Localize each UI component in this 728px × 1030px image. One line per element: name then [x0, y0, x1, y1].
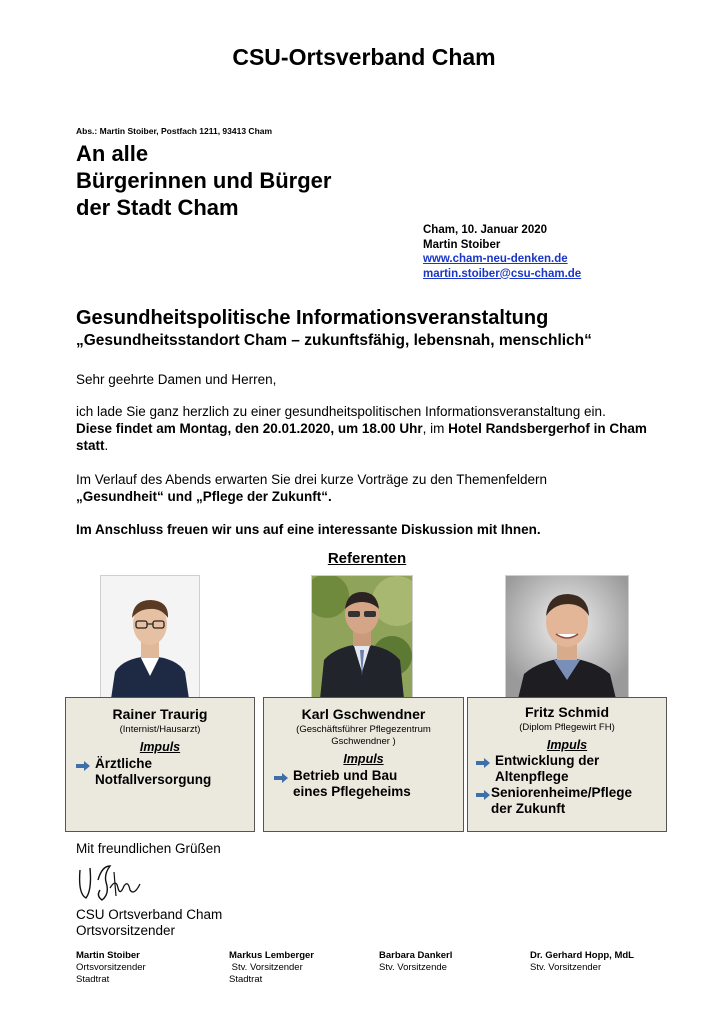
- signatory-name: Markus Lemberger: [229, 950, 315, 961]
- event-date-time: Diese findet am Montag, den 20.01.2020, um 18.00 Uhr: [76, 421, 423, 436]
- closing-org: CSU Ortsverband Cham: [76, 907, 223, 922]
- invitation-end: .: [104, 438, 109, 453]
- impuls-item: [274, 768, 424, 800]
- letter-meta: [423, 223, 581, 281]
- paragraph-discussion: Im Anschluss freuen wir uns auf eine interessante Diskussion mit Ihnen.: [76, 522, 541, 537]
- portrait-rainer-traurig: [100, 575, 200, 700]
- email-link[interactable]: martin.stoiber@csu-cham.de: [423, 267, 582, 280]
- referent-card-3: [467, 697, 667, 832]
- signatory-2: [229, 950, 379, 986]
- impuls-item: [476, 753, 626, 785]
- portrait-fritz-schmid: [505, 575, 629, 700]
- impuls-label: Impuls: [343, 752, 384, 766]
- sender-line: Abs.: Martin Stoiber, Postfach 1211, 93413 Cham: [76, 126, 273, 136]
- recipient-line-1: An alle: [76, 141, 149, 166]
- event-title: Gesundheitspolitische Informationsveranstaltung: [76, 307, 549, 329]
- signatory-role: Stv. Vorsitzende: [379, 962, 447, 973]
- signatory-role: Stv. Vorsitzender: [229, 962, 303, 973]
- recipient-line-2: Bürgerinnen und Bürger: [76, 168, 332, 193]
- signatory-1: [76, 950, 226, 986]
- signatory-extra: Stadtrat: [76, 974, 110, 985]
- recipient-block: [76, 140, 331, 221]
- invitation-text: ich lade Sie ganz herzlich zu einer gesundheitspolitischen Informationsveranstaltung ein.: [76, 404, 606, 419]
- referent-card-1: [65, 697, 255, 832]
- impuls-item-text: Entwicklung der Altenpflege: [495, 753, 600, 784]
- closing-greeting: Mit freundlichen Grüßen: [76, 841, 221, 856]
- signatory-name: Dr. Gerhard Hopp, MdL: [530, 950, 634, 961]
- referent-role: (Geschäftsführer Pflegezentrum Gschwendner ): [296, 724, 431, 747]
- impuls-item-text: Seniorenheime/Pflege der Zukunft: [491, 785, 633, 816]
- impuls-item-text: Betrieb und Bau eines Pflegeheims: [293, 768, 411, 799]
- recipient-line-3: der Stadt Cham: [76, 195, 239, 220]
- right-arrow-icon: [76, 759, 91, 775]
- paragraph-topics: [76, 471, 666, 505]
- impuls-label: Impuls: [139, 740, 181, 754]
- referent-role: (Internist/Hausarzt): [119, 724, 201, 735]
- event-location: Hotel Randsbergerhof in Cham statt: [76, 421, 647, 453]
- right-arrow-icon: [274, 771, 289, 787]
- topic-care: „Pflege der Zukunft“: [196, 489, 329, 504]
- closing-position: Ortsvorsitzender: [76, 923, 176, 938]
- topics-intro: Im Verlauf des Abends erwarten Sie drei kurze Vorträge zu den Themenfeldern: [76, 472, 548, 487]
- topics-end: .: [328, 489, 332, 504]
- right-arrow-icon: [476, 788, 491, 804]
- impuls-label: Impuls: [546, 738, 588, 752]
- topic-health: „Gesundheit“: [76, 489, 164, 504]
- referent-card-2: [263, 697, 464, 832]
- referent-name: Fritz Schmid: [524, 704, 609, 720]
- topics-connector: und: [163, 489, 197, 504]
- website-link[interactable]: www.cham-neu-denken.de: [423, 253, 568, 265]
- impuls-item-text: Ärztliche Notfallversorgung: [95, 756, 212, 787]
- referent-name: Karl Gschwendner: [301, 706, 426, 722]
- paragraph-invitation: [76, 403, 666, 454]
- referents-heading: Referenten: [327, 550, 407, 567]
- signatory-3: [379, 950, 529, 974]
- signatory-4: [530, 950, 690, 974]
- letter-date: Cham, 10. Januar 2020: [423, 224, 548, 236]
- invitation-connector: , im: [422, 421, 449, 436]
- document-title: CSU-Ortsverband Cham: [232, 44, 496, 70]
- impuls-item: [76, 756, 246, 788]
- signatory-role: Stv. Vorsitzender: [530, 962, 602, 973]
- event-subtitle: „Gesundheitsstandort Cham – zukunftsfähig, lebensnah, menschlich“: [76, 332, 592, 349]
- signatory-name: Barbara Dankerl: [379, 950, 453, 961]
- right-arrow-icon: [476, 756, 491, 772]
- signatory-extra: Stadtrat: [229, 974, 263, 985]
- signatory-role: Ortsvorsitzender: [76, 962, 146, 973]
- salutation: Sehr geehrte Damen und Herren,: [76, 372, 277, 387]
- portrait-karl-gschwendner: [311, 575, 413, 700]
- author-name: Martin Stoiber: [423, 238, 501, 251]
- handwritten-signature: [76, 860, 146, 906]
- referent-name: Rainer Traurig: [112, 706, 208, 722]
- referent-role: (Diplom Pflegewirt FH): [519, 722, 615, 733]
- impuls-item: [476, 785, 666, 817]
- signatory-name: Martin Stoiber: [76, 950, 140, 961]
